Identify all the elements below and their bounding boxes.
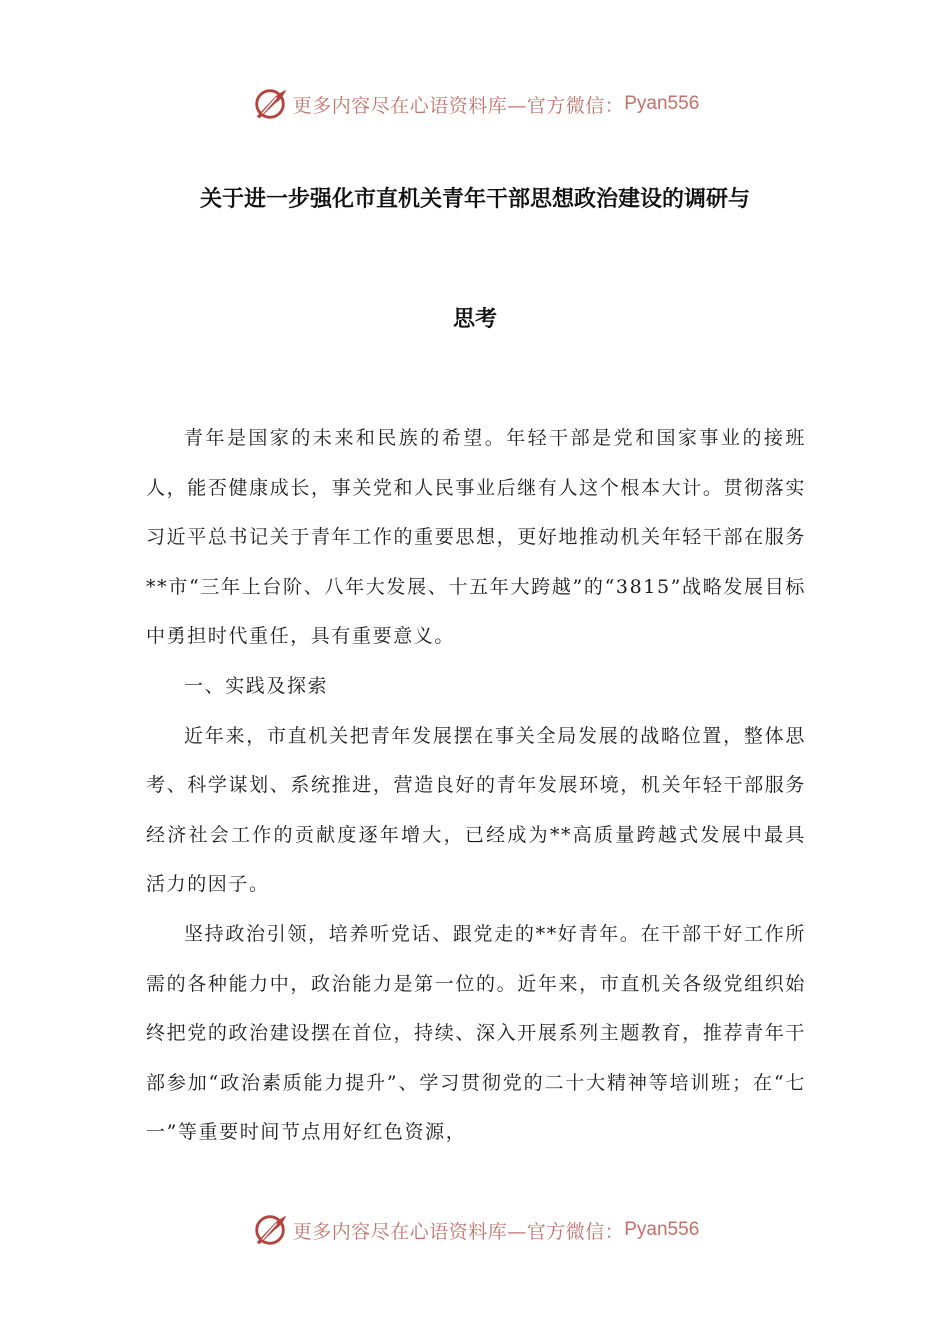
watermark-account: Pyan556 (624, 1219, 700, 1240)
document-title-line-2: 思考 (452, 307, 497, 332)
section-heading: 一、实践及探索 (184, 674, 329, 697)
quill-pen-icon (251, 1211, 289, 1249)
header-watermark (0, 82, 950, 126)
watermark-account: Pyan556 (624, 93, 700, 114)
watermark-text: 更多内容尽在心语资料库—官方微信： (292, 94, 625, 117)
document-body (146, 414, 806, 1158)
paragraph-practice: 近年来，市直机关把青年发展摆在事关全局发展的战略位置，整体思考、科学谋划、系统推进，营造良好的青年发展环境，机关年轻干部服务经济社会工作的贡献度逐年增大，已经成为**高质量跨越式发展中最具活力的因子。 (146, 724, 806, 896)
watermark-text: 更多内容尽在心语资料库—官方微信： (292, 1220, 625, 1243)
document-title-line-1: 关于进一步强化市直机关青年干部思想政治建设的调研与 (199, 187, 750, 212)
quill-pen-icon (251, 85, 289, 123)
footer-watermark (0, 1208, 950, 1252)
paragraph-intro: 青年是国家的未来和民族的希望。年轻干部是党和国家事业的接班人，能否健康成长，事关党和人民事业后继有人这个根本大计。贯彻落实习近平总书记关于青年工作的重要思想，更好地推动机关年轻干部在服务**市“三年上台阶、八年大发展、十五年大跨越”的“3815”战略发展目标中勇担时代重任，具有重要意义。 (146, 427, 806, 648)
paragraph-political-guidance: 坚持政治引领，培养听党话、跟党走的**好青年。在干部干好工作所需的各种能力中，政治能力是第一位的。近年来，市直机关各级党组织始终把党的政治建设摆在首位，持续、深入开展系列主题教育，推荐青年干部参加“政治素质能力提升”、学习贯彻党的二十大精神等培训班；在“七一”等重要时间节点用好红色资源， (146, 922, 806, 1144)
